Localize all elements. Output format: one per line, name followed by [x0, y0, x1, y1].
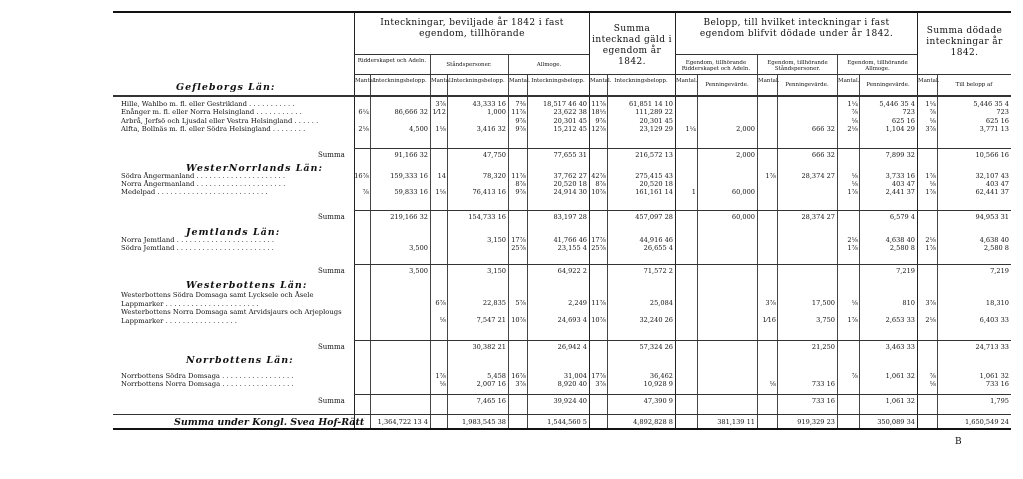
table-cell: 625 16 — [891, 117, 915, 125]
grand-total-label: Summa under Kongl. Svea Hof-Rätt — [174, 417, 365, 428]
table-cell: 154,733 16 — [468, 213, 506, 221]
column-divider — [508, 54, 509, 428]
column-divider — [937, 74, 938, 428]
table-cell: 71,572 2 — [643, 267, 673, 275]
table-cell: 3⅞ — [595, 380, 606, 388]
header-rule — [354, 74, 1011, 75]
table-cell: 28,374 27 — [801, 172, 835, 180]
subheader-mantal: Mantal. — [590, 78, 612, 84]
table-cell: 20,520 18 — [553, 180, 587, 188]
table-cell: 381,139 11 — [717, 418, 755, 426]
table-cell: 20,301 45 — [553, 117, 587, 125]
table-cell: ⅛ — [851, 172, 858, 180]
row-label: Arbrå, Jerfsö och Ljusdal eller Vestra Helsingland . . . . . . — [121, 117, 319, 125]
table-cell: 25⅞ — [591, 244, 606, 252]
table-cell: 32,240 26 — [639, 316, 673, 324]
table-cell: 4,500 — [409, 125, 428, 133]
table-cell: 7,219 — [896, 267, 915, 275]
subheader-till-belopp: Till belopp af — [955, 82, 993, 88]
table-cell: 31,004 — [563, 372, 587, 380]
table-cell: 2,000 — [736, 151, 755, 159]
column-divider — [697, 74, 698, 428]
column-divider — [837, 54, 838, 428]
table-cell: 6,403 33 — [979, 316, 1009, 324]
table-cell: 1,061 32 — [979, 372, 1009, 380]
table-cell: 6¼ — [358, 108, 369, 116]
subheader-mantal: Mantal. — [431, 78, 453, 84]
header-summa-intecknad: Summa intecknad gäld i egendom år 1842. — [592, 24, 672, 67]
header-rule — [113, 95, 1011, 97]
table-cell: 1⅞ — [765, 172, 776, 180]
table-cell: 32,107 43 — [975, 172, 1009, 180]
table-cell: 4,638 40 — [885, 236, 915, 244]
table-cell: 3,771 13 — [979, 125, 1009, 133]
subheader-egendom-allmoge: Egendom, tillhörande Allmoge. — [847, 60, 908, 72]
table-cell: ⅞ — [362, 188, 369, 196]
table-cell: 18⅓ — [591, 108, 606, 116]
subheader-mantal: Mantal. — [758, 78, 780, 84]
table-cell: 2⅛ — [847, 236, 858, 244]
subheader-mantal: Mantal. — [838, 78, 860, 84]
table-cell: 7,465 16 — [476, 397, 506, 405]
table-cell: 733 16 — [811, 380, 835, 388]
subheader-penningevarde: Penningevärde. — [785, 82, 829, 88]
table-cell: ⅞ — [929, 372, 936, 380]
table-cell: 60,000 — [731, 188, 755, 196]
table-cell: 3,416 32 — [476, 125, 506, 133]
table-cell: 1¼ — [925, 100, 936, 108]
table-cell: 219,166 32 — [390, 213, 428, 221]
table-cell: 3⅞ — [925, 299, 936, 307]
table-cell: 2,007 16 — [476, 380, 506, 388]
row-label: Norrbottens Norra Domsaga . . . . . . . . . . . . . . . . . — [121, 380, 294, 388]
county-heading: Gefleborgs Län: — [176, 82, 276, 93]
subheader-mantal: Mantal. — [355, 78, 377, 84]
header-rule — [354, 54, 589, 55]
table-cell: 9⅞ — [515, 117, 526, 125]
table-cell: 159,333 16 — [390, 172, 428, 180]
table-cell: 2,441 37 — [885, 188, 915, 196]
table-cell: ⅛ — [769, 380, 776, 388]
table-cell: 1⅛ — [435, 125, 446, 133]
header-dodade-belopp: Belopp, till hvilket inteckningar i fast egendom blifvit dödade under år 1842. — [699, 18, 894, 39]
table-cell: 37,762 27 — [553, 172, 587, 180]
sum-rule — [354, 394, 1011, 395]
subheader-adeln: Ridderskapet och Adeln. — [357, 58, 427, 64]
table-cell: 8⅞ — [595, 180, 606, 188]
table-cell: 5⅞ — [515, 299, 526, 307]
table-cell: 2,653 33 — [885, 316, 915, 324]
table-cell: 20,520 18 — [639, 180, 673, 188]
table-cell: 4,638 40 — [979, 236, 1009, 244]
table-cell: 1,061 32 — [885, 397, 915, 405]
table-cell: 47,750 — [482, 151, 506, 159]
table-top-rule — [113, 11, 1011, 13]
subheader-mantal: Mantal. — [676, 78, 698, 84]
column-divider — [607, 74, 608, 428]
table-cell: 16⅞ — [354, 172, 369, 180]
subheader-penningevarde: Penningevärde. — [705, 82, 749, 88]
column-divider — [777, 74, 778, 428]
column-divider — [859, 74, 860, 428]
table-cell: 15,212 45 — [553, 125, 587, 133]
table-cell: 23,129 29 — [639, 125, 673, 133]
table-cell: 39,924 40 — [553, 397, 587, 405]
table-cell: 1⅞ — [925, 188, 936, 196]
table-cell: 41,766 46 — [553, 236, 587, 244]
subheader-egendom-adeln: Egendom, tillhörande Ridderskapet och Adeln. — [681, 60, 751, 72]
sum-rule — [354, 148, 1011, 149]
table-cell: 2⅛ — [925, 236, 936, 244]
table-cell: 17⅞ — [511, 236, 526, 244]
table-cell: 77,655 31 — [553, 151, 587, 159]
header-rule — [675, 54, 917, 55]
subheader-inteckningsbelopp: Inteckningsbelopp. — [373, 78, 427, 84]
table-cell: 1,544,560 5 — [547, 418, 587, 426]
table-cell: 1,104 29 — [885, 125, 915, 133]
table-cell: 7⅜ — [515, 100, 526, 108]
row-label: Alfta, Bollnäs m. fl. eller Södra Helsingland . . . . . . . . — [121, 125, 306, 133]
row-label: Enånger m. fl. eller Norra Helsingland . . . . . . . . . . . — [121, 108, 302, 116]
subheader-standspersoner: Ståndspersoner. — [446, 62, 492, 68]
table-cell: 7,899 32 — [885, 151, 915, 159]
table-cell: 17,500 — [811, 299, 835, 307]
table-cell: 12⅞ — [591, 125, 606, 133]
table-cell: 161,161 14 — [635, 188, 673, 196]
summa-label: Summa — [318, 343, 345, 351]
table-cell: ⅛ — [851, 180, 858, 188]
table-cell: ⅛ — [929, 117, 936, 125]
table-cell: 1⅞ — [847, 316, 858, 324]
column-divider — [447, 74, 448, 428]
table-cell: 11⅞ — [511, 172, 526, 180]
row-label: Norra Ångermanland . . . . . . . . . . . . . . . . . . . . . — [121, 180, 286, 188]
table-cell: 3,733 16 — [885, 172, 915, 180]
table-cell: 26,655 4 — [643, 244, 673, 252]
table-cell: 3,750 — [816, 316, 835, 324]
table-cell: 625 16 — [985, 117, 1009, 125]
table-cell: 1¼ — [847, 100, 858, 108]
table-cell: ⅞ — [851, 372, 858, 380]
row-label: Westerbottens Södra Domsaga samt Lycksele och Åsele Lappmarker . . . . . . . . . . . . . . . . . . . . . . — [121, 291, 314, 308]
table-cell: 10⅞ — [591, 316, 606, 324]
table-cell: 2,580 8 — [889, 244, 915, 252]
table-cell: 1,364,722 13 4 — [377, 418, 428, 426]
table-cell: 350,089 34 — [877, 418, 915, 426]
table-cell: 44,916 46 — [639, 236, 673, 244]
row-label: Södra Ångermanland . . . . . . . . . . . . . . . . . . . . . — [121, 172, 286, 180]
table-cell: 3⅞ — [765, 299, 776, 307]
sum-rule — [354, 340, 1011, 341]
table-cell: 22,835 — [482, 299, 506, 307]
table-cell: 1⅛ — [435, 188, 446, 196]
table-cell: 2⅛ — [358, 125, 369, 133]
table-cell: 1,061 32 — [885, 372, 915, 380]
table-cell: 733 16 — [985, 380, 1009, 388]
table-cell: 24,914 30 — [553, 188, 587, 196]
table-cell: 62,441 37 — [975, 188, 1009, 196]
table-cell: 1⅞ — [925, 244, 936, 252]
table-cell: 57,324 26 — [639, 343, 673, 351]
subheader-allmoge: Allmoge. — [536, 62, 562, 68]
table-cell: 1,650,549 24 — [964, 418, 1009, 426]
table-cell: ⅛ — [929, 180, 936, 188]
table-cell: 666 32 — [811, 151, 835, 159]
table-cell: 25⅞ — [511, 244, 526, 252]
subheader-mantal: Mantal. — [509, 78, 531, 84]
table-cell: 1,983,545 38 — [461, 418, 506, 426]
table-cell: 275,415 43 — [635, 172, 673, 180]
table-cell: 1⅞ — [435, 372, 446, 380]
row-label: Westerbottens Norra Domsaga samt Arvidsjaurs och Arjeplougs Lappmarker . . . . . . . . . . . . . . . . . — [121, 308, 342, 325]
sum-rule — [354, 210, 1011, 211]
table-cell: 20,301 45 — [639, 117, 673, 125]
table-cell: 86,666 32 — [394, 108, 428, 116]
table-cell: 83,197 28 — [553, 213, 587, 221]
table-cell: 78,320 — [482, 172, 506, 180]
table-cell: ⅞ — [929, 108, 936, 116]
row-label: Södra Jemtland . . . . . . . . . . . . . . . . . . . . . . . — [121, 244, 274, 252]
row-label: Norrbottens Södra Domsaga . . . . . . . . . . . . . . . . . — [121, 372, 294, 380]
table-cell: 919,329 23 — [797, 418, 835, 426]
table-cell: 17⅞ — [591, 236, 606, 244]
table-cell: 3,500 — [409, 267, 428, 275]
table-cell: 5,446 35 4 — [879, 100, 915, 108]
table-cell: 47,390 9 — [643, 397, 673, 405]
table-cell: 10⅞ — [591, 188, 606, 196]
table-cell: 61,851 14 10 — [628, 100, 673, 108]
table-cell: 18,517 46 40 — [542, 100, 587, 108]
table-cell: 30,382 21 — [472, 343, 506, 351]
table-cell: 24,713 33 — [975, 343, 1009, 351]
table-cell: 9⅞ — [595, 117, 606, 125]
county-heading: Westerbottens Län: — [186, 280, 308, 291]
table-cell: 1⅞ — [925, 172, 936, 180]
table-cell: 91,166 32 — [394, 151, 428, 159]
table-cell: 3,463 33 — [885, 343, 915, 351]
table-cell: 723 — [996, 108, 1009, 116]
subheader-inteckningsbelopp: Inteckningsbelopp. — [614, 78, 668, 84]
table-cell: 6,579 4 — [889, 213, 915, 221]
table-cell: 1,795 — [990, 397, 1009, 405]
table-cell: 9⅞ — [515, 125, 526, 133]
table-cell: 42⅞ — [591, 172, 606, 180]
table-cell: 11⅞ — [511, 108, 526, 116]
table-cell: 36,462 — [649, 372, 673, 380]
table-cell: 3,500 — [409, 244, 428, 252]
table-cell: 457,097 28 — [635, 213, 673, 221]
county-heading: Norrbottens Län: — [186, 355, 294, 366]
table-cell: ⅛ — [851, 299, 858, 307]
table-cell: 1⅞ — [847, 244, 858, 252]
table-cell: 60,000 — [731, 213, 755, 221]
table-cell: 1 — [691, 188, 696, 196]
table-cell: ⅛ — [439, 316, 446, 324]
table-cell: 3⅞ — [515, 380, 526, 388]
table-cell: 11⅞ — [591, 100, 606, 108]
table-cell: ⅛ — [929, 380, 936, 388]
table-cell: 5,446 35 4 — [973, 100, 1009, 108]
table-cell: 11⅞ — [591, 299, 606, 307]
subheader-inteckningsbelopp: Inteckningsbelopp. — [451, 78, 505, 84]
column-divider — [757, 54, 758, 428]
table-cell: 28,374 27 — [801, 213, 835, 221]
table-cell: 1⁄16 — [762, 316, 776, 324]
table-cell: 24,693 4 — [557, 316, 587, 324]
table-cell: 2⅛ — [925, 316, 936, 324]
row-label: Medelpad . . . . . . . . . . . . . . . . . . . . . . . . . . — [121, 188, 268, 196]
table-cell: 7,547 21 — [476, 316, 506, 324]
table-cell: 2,580 8 — [983, 244, 1009, 252]
table-cell: 43,333 16 — [472, 100, 506, 108]
column-divider — [430, 54, 431, 428]
table-cell: 2,249 — [568, 299, 587, 307]
table-cell: 23,155 4 — [557, 244, 587, 252]
summa-label: Summa — [318, 397, 345, 405]
subheader-inteckningsbelopp: Inteckningsbelopp. — [531, 78, 585, 84]
table-cell: 1⅞ — [847, 188, 858, 196]
table-cell: 2,000 — [736, 125, 755, 133]
table-cell: 3⅞ — [925, 125, 936, 133]
summa-label: Summa — [318, 213, 345, 221]
table-cell: ⅛ — [439, 380, 446, 388]
table-cell: 403 47 — [985, 180, 1009, 188]
sheet-mark: B — [955, 437, 962, 447]
total-rule — [113, 414, 1011, 415]
table-cell: 3,150 — [487, 236, 506, 244]
table-cell: 8⅞ — [515, 180, 526, 188]
subheader-mantal: Mantal. — [918, 78, 940, 84]
table-cell: 1⁄12 — [432, 108, 446, 116]
header-inteckningar: Inteckningar, beviljade år 1842 i fast egendom, tillhörande — [380, 18, 564, 39]
table-cell: 94,953 31 — [975, 213, 1009, 221]
table-cell: 14 — [437, 172, 446, 180]
table-cell: 25,084 — [649, 299, 673, 307]
table-cell: 23,622 38 — [553, 108, 587, 116]
table-cell: 7,219 — [990, 267, 1009, 275]
table-bottom-rule — [113, 428, 1011, 430]
table-cell: 723 — [902, 108, 915, 116]
county-heading: Jemtlands Län: — [186, 227, 281, 238]
row-label: Norra Jemtland . . . . . . . . . . . . . . . . . . . . . . . — [121, 236, 275, 244]
table-cell: 216,572 13 — [635, 151, 673, 159]
table-cell: 3,150 — [487, 267, 506, 275]
column-divider — [370, 74, 371, 428]
subheader-penningevarde: Penningevärde. — [866, 82, 910, 88]
table-cell: 10,566 16 — [975, 151, 1009, 159]
header-summa-dodade: Summa dödade inteckningar år 1842. — [926, 26, 1003, 58]
summa-label: Summa — [318, 267, 345, 275]
summa-label: Summa — [318, 151, 345, 159]
table-cell: 733 16 — [811, 397, 835, 405]
table-cell: 5,458 — [487, 372, 506, 380]
subheader-egendom-standspersoner: Egendom, tillhörande Ståndspersoner. — [767, 60, 828, 72]
table-cell: ⅛ — [851, 117, 858, 125]
table-cell: 3⅞ — [435, 100, 446, 108]
county-heading: WesterNorrlands Län: — [186, 163, 323, 174]
table-cell: 64,922 2 — [557, 267, 587, 275]
table-cell: 4,892,828 8 — [633, 418, 673, 426]
table-cell: 21,250 — [811, 343, 835, 351]
table-cell: 2⅛ — [847, 125, 858, 133]
table-cell: 17⅞ — [591, 372, 606, 380]
column-divider — [527, 74, 528, 428]
table-cell: 10⅞ — [511, 316, 526, 324]
table-cell: 16⅞ — [511, 372, 526, 380]
table-cell: ⅞ — [851, 108, 858, 116]
table-cell: 59,833 16 — [394, 188, 428, 196]
table-cell: 6⅞ — [435, 299, 446, 307]
table-cell: 26,942 4 — [557, 343, 587, 351]
table-cell: 9⅞ — [515, 188, 526, 196]
table-cell: 1,000 — [487, 108, 506, 116]
row-label: Hille, Wahlbo m. fl. eller Gestrikland . . . . . . . . . . . — [121, 100, 295, 108]
table-cell: 18,310 — [985, 299, 1009, 307]
table-cell: 666 32 — [811, 125, 835, 133]
table-cell: 8,920 40 — [557, 380, 587, 388]
table-cell: 403 47 — [891, 180, 915, 188]
table-cell: 111,289 22 — [635, 108, 673, 116]
table-cell: 10,928 9 — [643, 380, 673, 388]
sum-rule — [354, 264, 1011, 265]
table-cell: 76,413 16 — [472, 188, 506, 196]
table-cell: 1¼ — [685, 125, 696, 133]
table-cell: 810 — [902, 299, 915, 307]
